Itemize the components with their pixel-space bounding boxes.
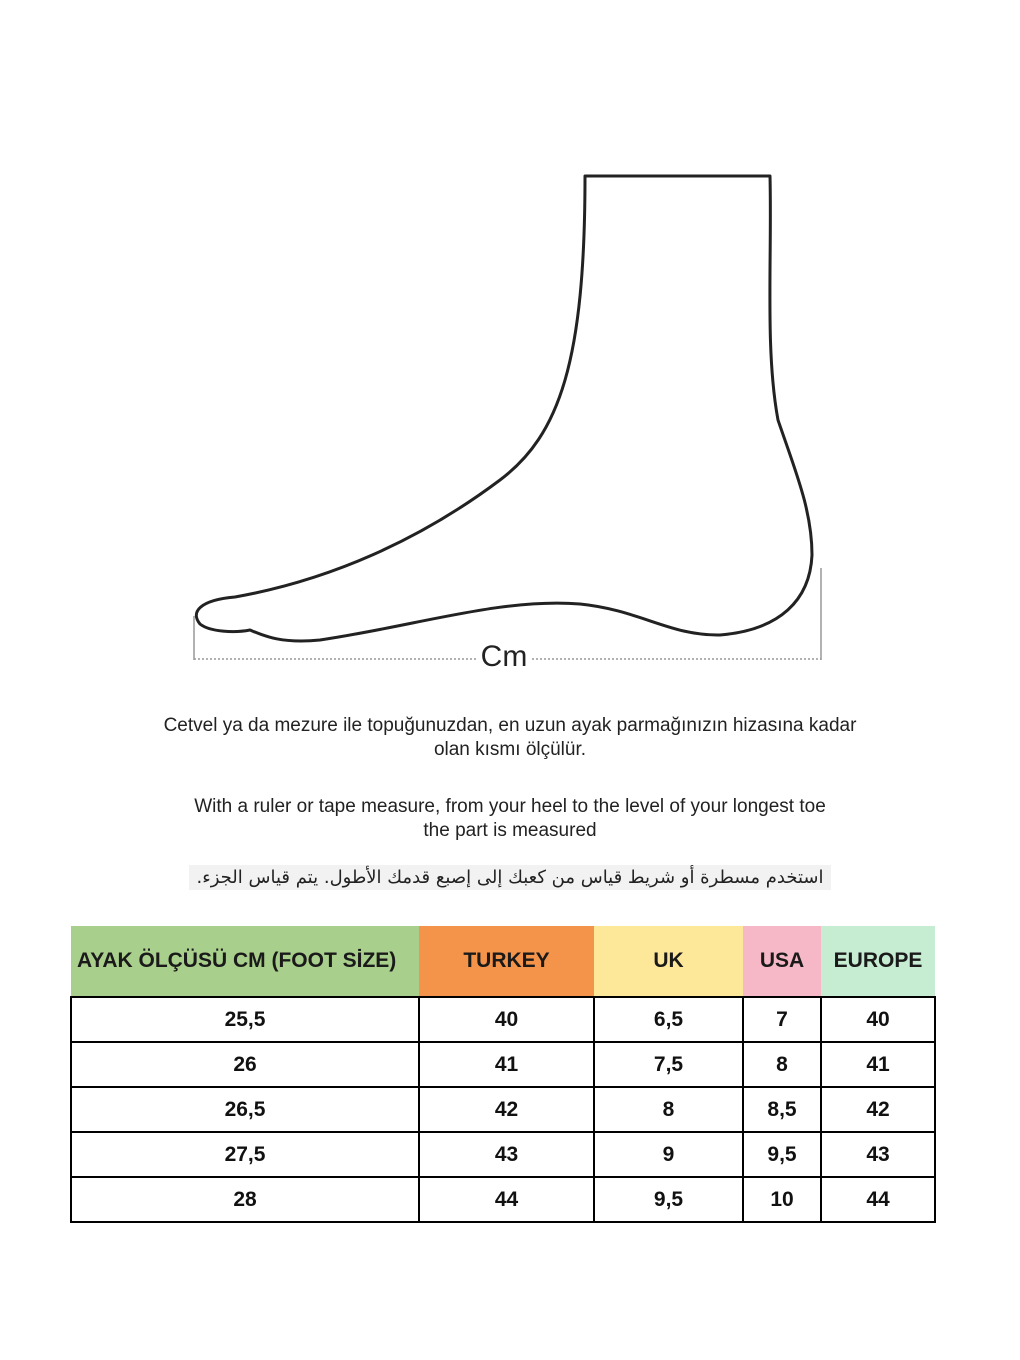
cell-uk: 9 — [594, 1132, 743, 1177]
cell-turkey: 43 — [419, 1132, 594, 1177]
foot-outline-path — [196, 176, 812, 641]
cell-europe: 44 — [821, 1177, 935, 1222]
header-foot-size: AYAK ÖLÇÜSÜ CM (FOOT SİZE) — [71, 926, 419, 997]
table-row — [71, 1042, 935, 1087]
instruction-turkish-line2: olan kısmı ölçülür. — [433, 739, 587, 760]
cell-uk: 7,5 — [594, 1042, 743, 1087]
instruction-turkish — [0, 714, 1020, 762]
cell-europe: 41 — [821, 1042, 935, 1087]
instruction-arabic — [0, 866, 1020, 890]
cell-turkey: 42 — [419, 1087, 594, 1132]
cell-europe: 42 — [821, 1087, 935, 1132]
cell-cm: 25,5 — [71, 997, 419, 1042]
instruction-turkish-line1: Cetvel ya da mezure ile topuğunuzdan, en uzun ayak parmağınızın hizasına kadar — [163, 715, 857, 736]
cell-uk: 6,5 — [594, 997, 743, 1042]
header-uk: UK — [594, 926, 743, 997]
instruction-arabic-text: استخدم مسطرة أو شريط قياس من كعبك إلى إصبع قدمك الأطول. يتم قياس الجزء. — [189, 865, 832, 890]
table-row — [71, 1132, 935, 1177]
table-row — [71, 997, 935, 1042]
cell-cm: 26 — [71, 1042, 419, 1087]
cell-usa: 8,5 — [743, 1087, 821, 1132]
instruction-english-line1: With a ruler or tape measure, from your heel to the level of your longest toe — [194, 796, 826, 817]
cell-cm: 28 — [71, 1177, 419, 1222]
header-europe: EUROPE — [821, 926, 935, 997]
cell-turkey: 44 — [419, 1177, 594, 1222]
measure-unit-label: Cm — [478, 640, 530, 674]
cell-europe: 40 — [821, 997, 935, 1042]
cell-cm: 26,5 — [71, 1087, 419, 1132]
instruction-english — [0, 795, 1020, 843]
cell-usa: 10 — [743, 1177, 821, 1222]
cell-uk: 8 — [594, 1087, 743, 1132]
cell-europe: 43 — [821, 1132, 935, 1177]
cell-uk: 9,5 — [594, 1177, 743, 1222]
table-row — [71, 1087, 935, 1132]
cell-cm: 27,5 — [71, 1132, 419, 1177]
header-turkey: TURKEY — [419, 926, 594, 997]
cell-usa: 8 — [743, 1042, 821, 1087]
size-chart-table — [70, 926, 936, 1223]
cell-usa: 9,5 — [743, 1132, 821, 1177]
table-header-row — [71, 926, 935, 997]
cell-usa: 7 — [743, 997, 821, 1042]
cell-turkey: 41 — [419, 1042, 594, 1087]
cell-turkey: 40 — [419, 997, 594, 1042]
instruction-english-line2: the part is measured — [423, 820, 597, 841]
table-row — [71, 1177, 935, 1222]
header-usa: USA — [743, 926, 821, 997]
